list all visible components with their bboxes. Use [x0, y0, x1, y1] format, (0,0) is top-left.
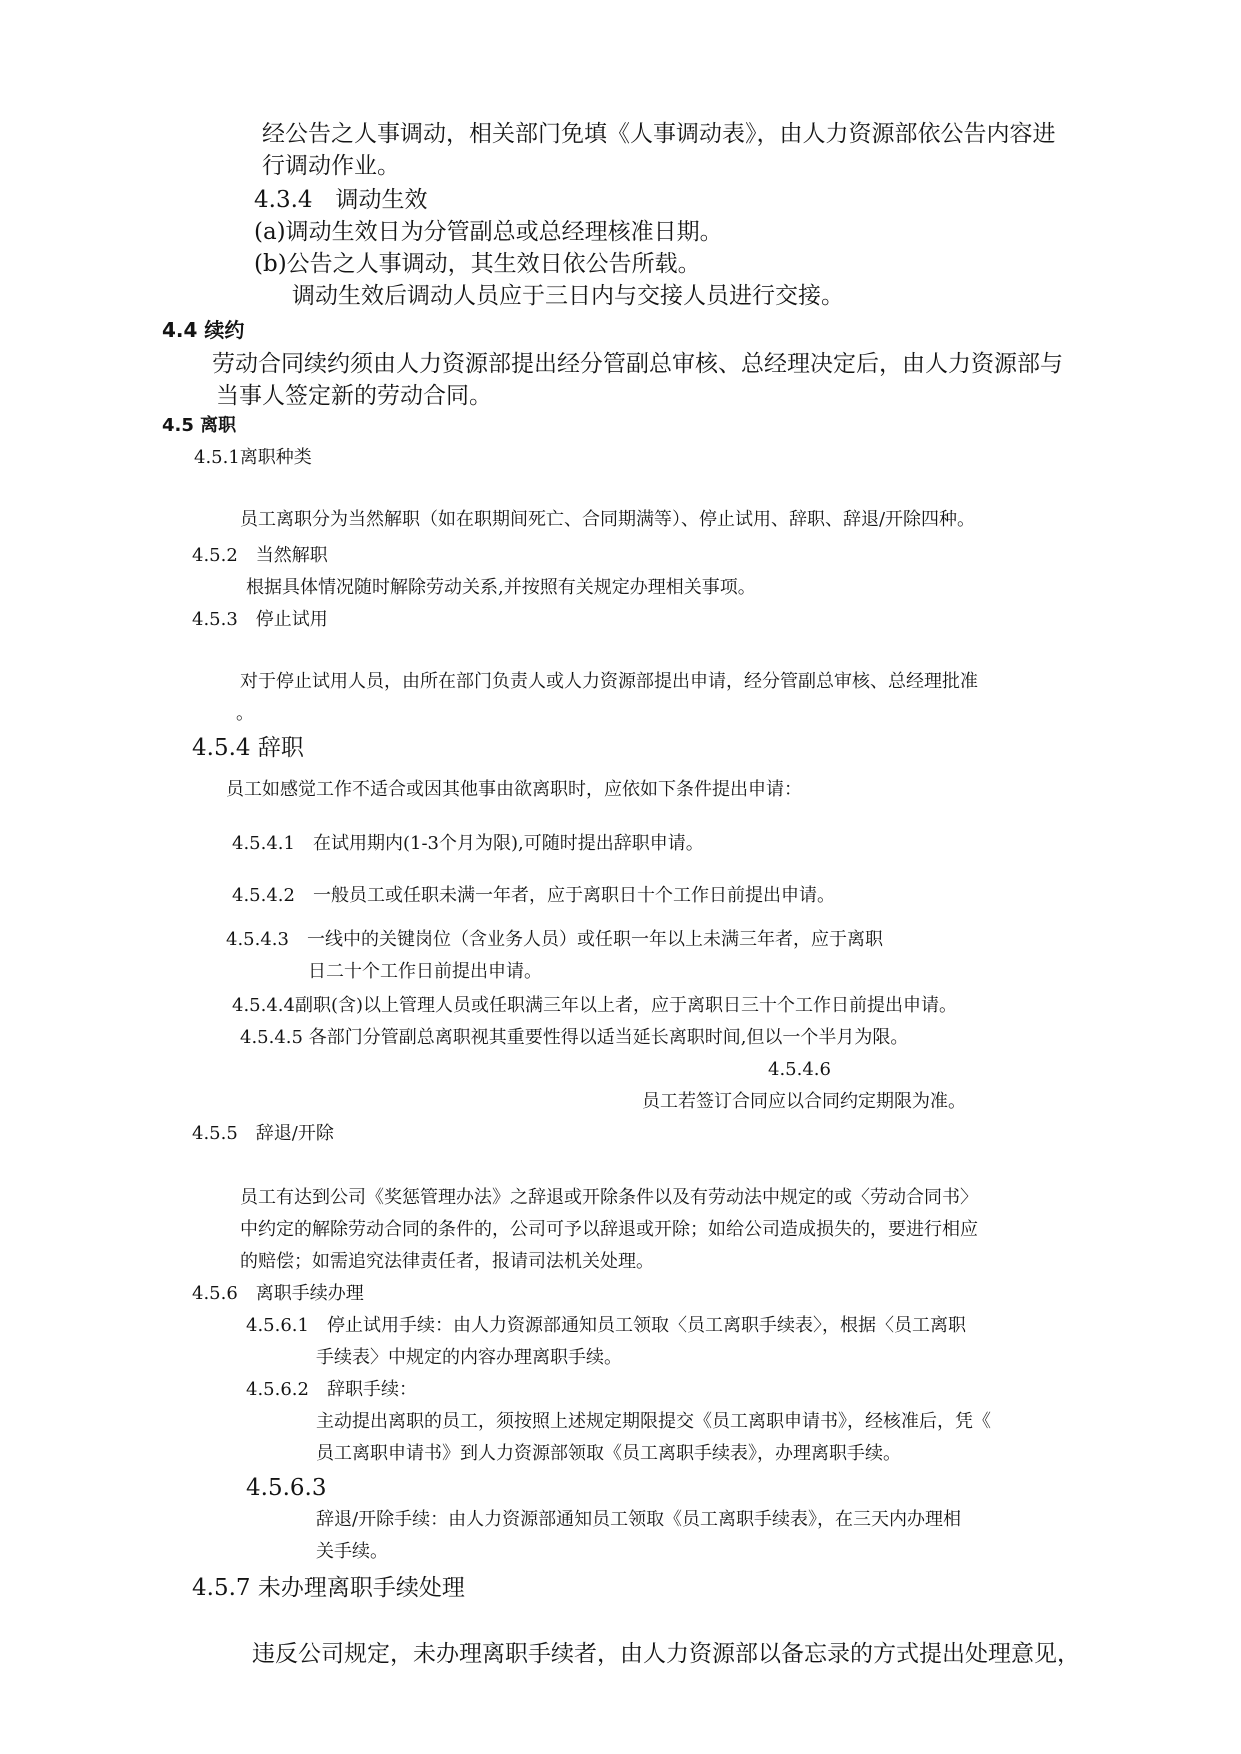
- paragraph-line: 经公告之人事调动，相关部门免填《人事调动表》，由人力资源部依公告内容进: [262, 121, 1056, 147]
- subsection-heading: 4.5.6 离职手续办理: [192, 1283, 364, 1304]
- list-item: 4.5.4.3 一线中的关键岗位（含业务人员）或任职一年以上未满三年者，应于离职: [226, 929, 883, 950]
- paragraph-line: 中约定的解除劳动合同的条件的，公司可予以辞退或开除；如给公司造成损失的，要进行相应: [240, 1219, 978, 1240]
- paragraph-line: 关手续。: [316, 1541, 388, 1562]
- section-heading: 4.5 离职: [162, 415, 237, 436]
- subsection-heading: 4.5.5 辞退/开除: [192, 1123, 334, 1144]
- list-item: 4.5.6.1 停止试用手续：由人力资源部通知员工领取〈员工离职手续表〉，根据〈员工离职: [246, 1315, 966, 1336]
- paragraph-line: 行调动作业。: [262, 153, 400, 179]
- paragraph-line: 辞退/开除手续：由人力资源部通知员工领取《员工离职手续表》，在三天内办理相: [316, 1509, 962, 1530]
- section-heading: 4.4 续约: [162, 318, 245, 342]
- list-item: 4.5.4.4副职(含)以上管理人员或任职满三年以上者，应于离职日三十个工作日前提出申请。: [232, 995, 958, 1016]
- paragraph-line: 的赔偿；如需追究法律责任者，报请司法机关处理。: [240, 1251, 654, 1272]
- paragraph-line: 员工若签订合同应以合同约定期限为准。: [642, 1091, 966, 1112]
- list-item-number: 4.5.6.3: [246, 1475, 327, 1501]
- paragraph-line: 日二十个工作日前提出申请。: [308, 961, 542, 982]
- list-item: 4.5.4.2 一般员工或任职未满一年者，应于离职日十个工作日前提出申请。: [232, 885, 835, 906]
- paragraph-line: 员工离职分为当然解职（如在职期间死亡、合同期满等）、停止试用、辞职、辞退/开除四种。: [240, 509, 976, 530]
- paragraph-line: 员工离职申请书》到人力资源部领取《员工离职手续表》，办理离职手续。: [316, 1443, 901, 1464]
- subsection-heading: 4.5.3 停止试用: [192, 609, 328, 630]
- paragraph-line: 对于停止试用人员，由所在部门负责人或人力资源部提出申请，经分管副总审核、总经理批准: [240, 671, 978, 692]
- list-item-number: 4.5.4.6: [768, 1059, 831, 1080]
- paragraph-line: 违反公司规定，未办理离职手续者，由人力资源部以备忘录的方式提出处理意见，: [252, 1641, 1080, 1667]
- subsection-heading: 4.5.7 未办理离职手续处理: [192, 1575, 465, 1601]
- paragraph-line: 主动提出离职的员工，须按照上述规定期限提交《员工离职申请书》，经核准后，凭《: [316, 1411, 991, 1432]
- paragraph-line: 根据具体情况随时解除劳动关系,并按照有关规定办理相关事项。: [246, 577, 756, 598]
- paragraph-line: 当事人签定新的劳动合同。: [216, 383, 492, 409]
- paragraph-line: 员工有达到公司《奖惩管理办法》之辞退或开除条件以及有劳动法中规定的或〈劳动合同书〉: [240, 1187, 978, 1208]
- paragraph-line: 。: [236, 703, 254, 724]
- subsection-heading: 4.5.1离职种类: [194, 447, 312, 468]
- list-item: (a)调动生效日为分管副总或总经理核准日期。: [254, 219, 723, 245]
- list-item: 4.5.4.1 在试用期内(1-3个月为限),可随时提出辞职申请。: [232, 833, 704, 854]
- list-item: 4.5.6.2 辞职手续：: [246, 1379, 417, 1400]
- subsection-heading: 4.5.4 辞职: [192, 735, 304, 761]
- paragraph-line: 手续表〉中规定的内容办理离职手续。: [316, 1347, 622, 1368]
- list-item: (b)公告之人事调动，其生效日依公告所载。: [254, 251, 701, 277]
- paragraph-line: 劳动合同续约须由人力资源部提出经分管副总审核、总经理决定后，由人力资源部与: [212, 351, 1063, 377]
- subsection-heading: 4.5.2 当然解职: [192, 545, 328, 566]
- subsection-heading: 4.3.4 调动生效: [254, 187, 428, 213]
- paragraph-line: 员工如感觉工作不适合或因其他事由欲离职时，应依如下条件提出申请：: [226, 779, 802, 800]
- paragraph-line: 调动生效后调动人员应于三日内与交接人员进行交接。: [292, 283, 844, 309]
- list-item: 4.5.4.5 各部门分管副总离职视其重要性得以适当延长离职时间,但以一个半月为限。: [240, 1027, 909, 1048]
